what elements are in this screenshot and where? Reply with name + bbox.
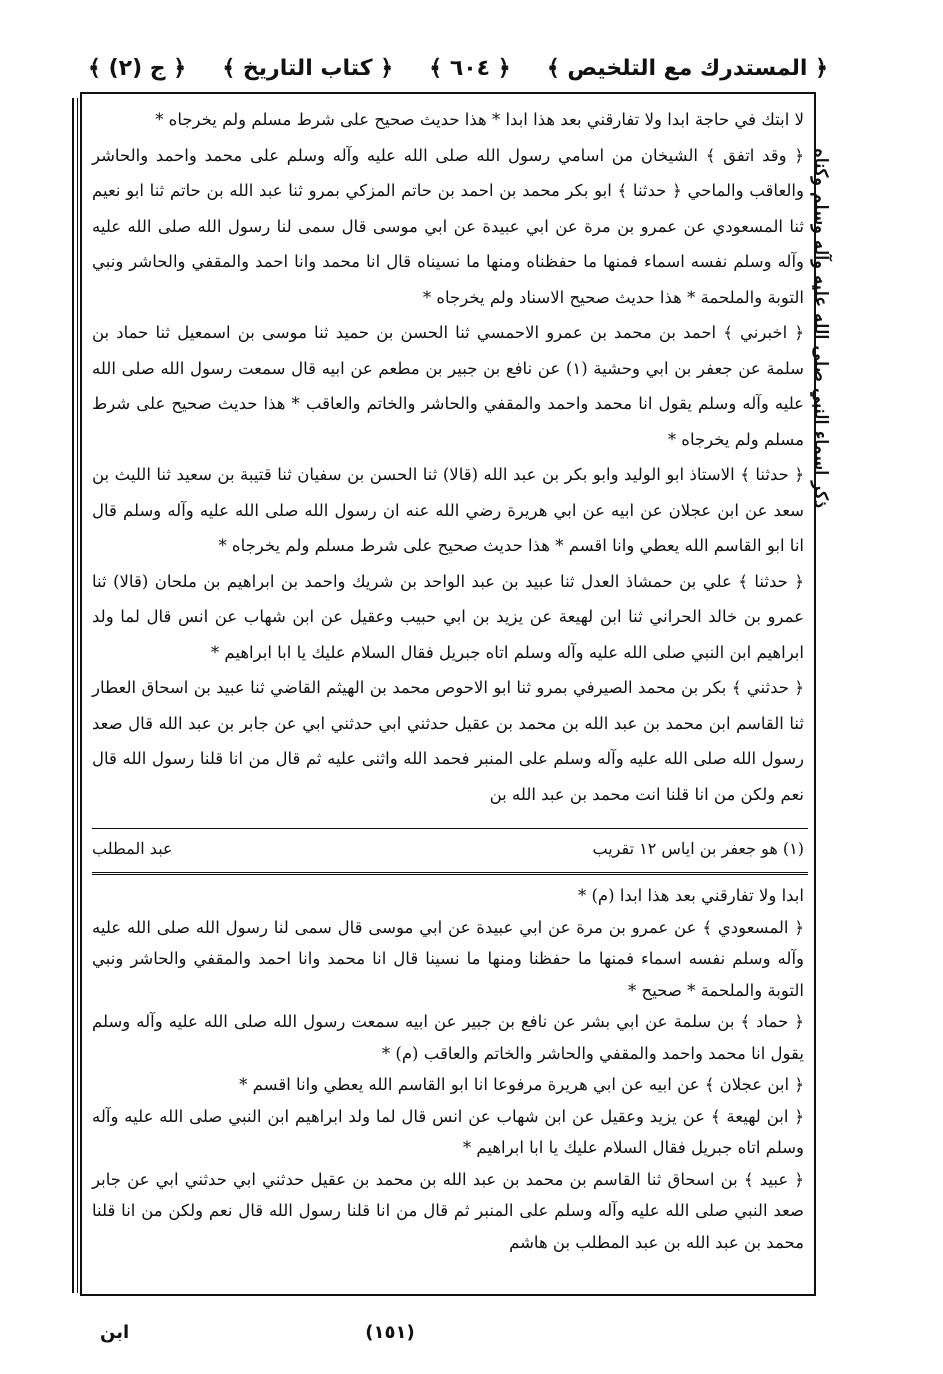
main-paragraph: ﴿ اخبرني ﴾ احمد بن محمد بن عمرو الاحمسي ثنا الحسن بن حميد ثنا موسى بن اسمعيل ثنا حماد بن سلمة عن جعفر بن ابي وحشية (١) عن نافع بن جبير بن مطعم عن ابيه قال سمعت رسول الله صلى الله عليه وآله وسلم يقول انا محمد واحمد والمقفي والحاشر والخاتم والعاقب * هذا حديث صحيح على شرط مسلم ولم يخرجاه * xyxy=(92,323,805,449)
main-text-block xyxy=(92,102,804,812)
summary-text-block xyxy=(92,880,804,1258)
summary-paragraph: ﴿ المسعودي ﴾ عن عمرو بن مرة عن ابي عبيدة عن ابي موسى قال سمى لنا رسول الله صلى الله عليه وآله وسلم نفسه اسماء فمنها ما حفظنا ومنها ما نسينا قال انا محمد وانا احمد والمقفي والحاشر ونبي التوبة والملحمة * صحيح * xyxy=(92,917,804,1000)
book-title: ﴿ المستدرك مع التلخيص ﴾ xyxy=(546,55,828,81)
volume-label: ﴿ ج (٢) ﴾ xyxy=(88,55,187,81)
footer-page-number: (١٥١) xyxy=(365,1322,415,1343)
text-frame xyxy=(80,92,816,1296)
footnote-catchword: عبد المطلب xyxy=(92,838,173,858)
running-header xyxy=(88,48,828,88)
main-paragraph: ﴿ حدثنا ﴾ علي بن حمشاذ العدل ثنا عبيد بن عبد الواحد بن شريك واحمد بن ابراهيم بن ملحان (قالا) ثنا عمرو بن خالد الحراني ثنا ابن لهيعة عن يزيد بن ابي حبيب وعقيل عن ابن شهاب عن انس قال لما ولد ابراهيم ابن النبي صلى الله عليه وآله وسلم اتاه جبريل فقال السلام عليك يا ابا ابراهيم * xyxy=(92,571,804,662)
summary-paragraph: ﴿ ابن لهيعة ﴾ عن يزيد وعقيل عن ابن شهاب عن انس قال لما ولد ابراهيم ابن النبي صلى الله عليه وآله وسلم اتاه جبريل فقال السلام عليك يا ابا ابراهيم * xyxy=(92,1106,804,1157)
summary-paragraph: ﴿ عبيد ﴾ بن اسحاق ثنا القاسم بن محمد بن عبد الله بن محمد بن عقيل حدثني ابي حدثني ابي عن جابر صعد النبي صلى الله عليه وآله وسلم على المنبر ثم قال من انا قلنا رسول الله قال نعم ولكن من انا قلنا محمد بن عبد الله بن عبد المطلب بن هاشم xyxy=(92,1169,804,1252)
section-title: ﴿ كتاب التاريخ ﴾ xyxy=(222,55,394,81)
summary-paragraph: ﴿ حماد ﴾ بن سلمة عن ابي بشر عن نافع بن جبير عن ابيه سمعت رسول الله صلى الله عليه وآله وسلم يقول انا محمد واحمد والمقفي والحاشر والخاتم والعاقب (م) * xyxy=(92,1012,804,1063)
footnote xyxy=(92,832,804,864)
margin-note: ذكر اسماء النبي صلى الله عليه وآله وسلم وكناه xyxy=(810,148,831,508)
footer-catchword: ابن xyxy=(100,1322,130,1343)
main-paragraph: ﴿ حدثني ﴾ بكر بن محمد الصيرفي بمرو ثنا ابو الاحوص محمد بن الهيثم القاضي ثنا عبيد بن اسحاق العطار ثنا القاسم ابن محمد بن عبد الله بن محمد بن عقيل حدثني ابي حدثني ابي عن جابر بن عبد الله قال صعد رسول الله صلى الله عليه وآله وسلم على المنبر فحمد الله واثنى عليه ثم قال من انا قلنا رسول الله قال نعم ولكن من انا قلنا انت محمد بن عبد الله بن xyxy=(92,678,804,804)
header-page-number: ﴿ ٦٠٤ ﴾ xyxy=(429,55,511,81)
main-paragraph: ﴿ حدثنا ﴾ الاستاذ ابو الوليد وابو بكر بن عبد الله (قالا) ثنا الحسن بن سفيان ثنا قتيبة بن سعيد ثنا الليث بن سعد عن ابن عجلان عن ابيه عن ابي هريرة رضي الله عنه ان رسول الله صلى الله عليه وآله وسلم قال انا ابو القاسم الله يعطي وانا اقسم * هذا حديث صحيح على شرط مسلم ولم يخرجاه * xyxy=(92,465,804,555)
summary-paragraph: ابدا ولا تفارقني بعد هذا ابدا (م) * xyxy=(578,886,804,905)
main-paragraph: لا ابتك في حاجة ابدا ولا تفارقني بعد هذا ابدا * هذا حديث صحيح على شرط مسلم ولم يخرجاه * xyxy=(155,110,804,129)
footnote-divider xyxy=(92,828,808,829)
main-paragraph: ﴿ وقد اتفق ﴾ الشيخان من اسامي رسول الله صلى الله عليه وآله وسلم على محمد واحمد والحاشر والعاقب والماحي ﴿ حدثنا ﴾ ابو بكر محمد بن احمد بن حاتم المزكي بمرو ثنا عبد الله بن حاتم ثنا ابو نعيم ثنا المسعودي عن عمرو بن مرة عن ابي عبيدة عن ابي موسى قال سمى لنا رسول الله صلى الله عليه وآله وسلم نفسه اسماء فمنها ما حفظناه ومنها ما نسيناه قال انا محمد وانا احمد والمقفي والحاشر ونبي التوبة والملحمة * هذا حديث صحيح الاسناد ولم يخرجاه * xyxy=(92,145,804,307)
summary-paragraph: ﴿ ابن عجلان ﴾ عن ابيه عن ابي هريرة مرفوعا انا ابو القاسم الله يعطي وانا اقسم * xyxy=(239,1075,804,1094)
footnote-text: (١) هو جعفر بن اياس ١٢ تقريب xyxy=(592,838,804,858)
summary-divider xyxy=(92,872,808,875)
